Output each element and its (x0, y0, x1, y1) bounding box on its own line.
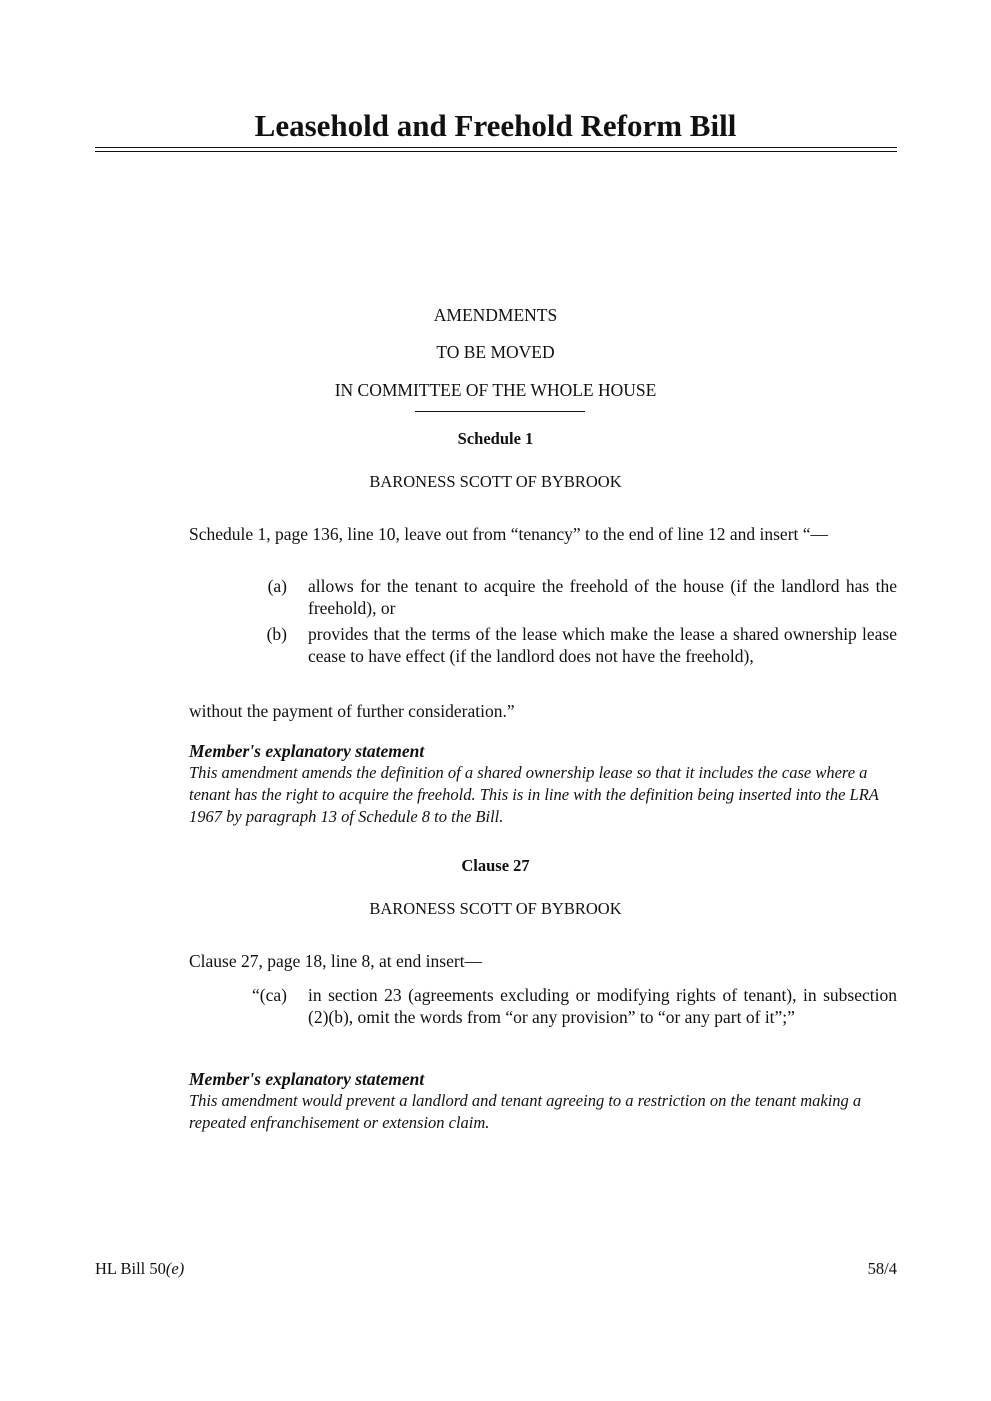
statement-heading: Member's explanatory statement (189, 741, 425, 761)
amendment-item (189, 575, 897, 619)
item-label: (b) (266, 624, 287, 644)
title-rule-bottom (95, 151, 897, 152)
heading-rule (415, 411, 585, 412)
item-text: provides that the terms of the lease which make the lease a shared ownership lease cease to have effect (if the landlord does not have the freehold), (308, 624, 897, 666)
statement-heading: Member's explanatory statement (189, 1069, 425, 1089)
item-label: “(ca) (252, 985, 287, 1005)
explanatory-statement: This amendment would prevent a landlord and tenant agreeing to a restriction on the tenant making a repeated enfranchisement or extension claim. (189, 1091, 862, 1132)
bill-number: HL Bill 50 (95, 1259, 166, 1278)
item-text: in section 23 (agreements excluding or modifying rights of tenant), in subsection (2)(b), omit the words from “or any provision” to “or any part of it”;” (308, 985, 897, 1027)
section-heading: Clause 27 (461, 856, 530, 875)
amendment-instruction: Schedule 1, page 136, line 10, leave out from “tenancy” to the end of line 12 and insert “— (189, 524, 829, 544)
amendment-item (189, 984, 897, 1028)
explanatory-statement: This amendment amends the definition of a shared ownership lease so that it includes the case where a tenant has the right to acquire the freehold. This is in line with the definition being inserted into the LRA 1967 by paragraph 13 of Schedule 8 to the Bill. (189, 763, 879, 826)
section-heading: Schedule 1 (457, 429, 534, 448)
page-reference: 58/4 (867, 1259, 897, 1278)
amendment-closing: without the payment of further consideration.” (189, 701, 515, 721)
bill-reference (95, 1259, 184, 1279)
bill-suffix: (e) (165, 1259, 185, 1278)
amendment-item (189, 623, 897, 667)
heading-to-be-moved: TO BE MOVED (436, 342, 555, 362)
member-name: BARONESS SCOTT OF BYBROOK (369, 472, 622, 491)
heading-amendments: AMENDMENTS (433, 305, 558, 325)
member-name: BARONESS SCOTT OF BYBROOK (369, 899, 622, 918)
item-label: (a) (267, 576, 287, 596)
item-text: allows for the tenant to acquire the freehold of the house (if the landlord has the freehold), or (308, 576, 897, 618)
title-rule-top (95, 147, 897, 148)
document-title: Leasehold and Freehold Reform Bill (254, 108, 737, 143)
heading-committee: IN COMMITTEE OF THE WHOLE HOUSE (334, 380, 657, 400)
amendment-instruction: Clause 27, page 18, line 8, at end insert— (189, 951, 483, 971)
